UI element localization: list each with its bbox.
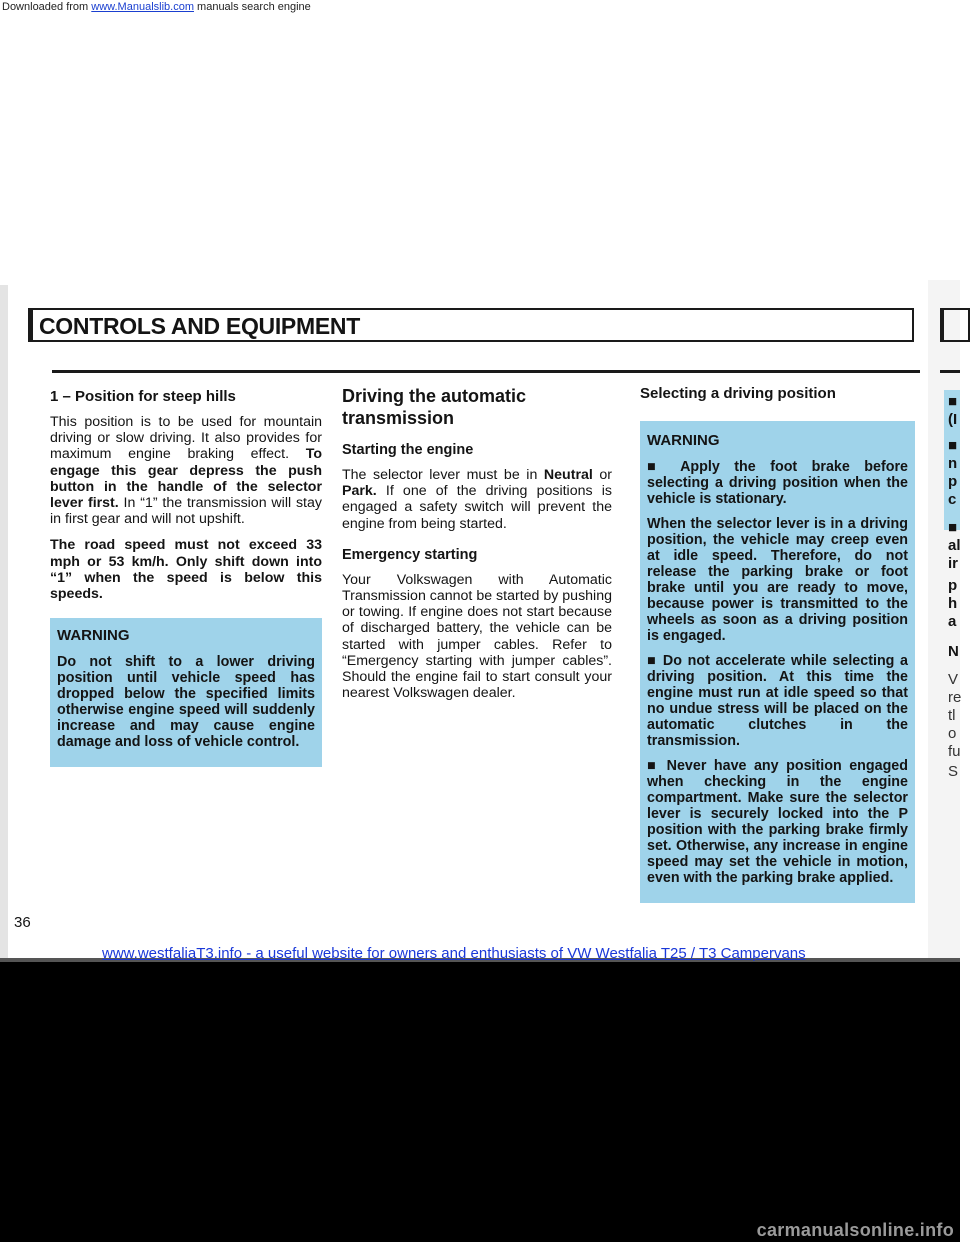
next-page-snippet: p bbox=[948, 577, 958, 594]
next-page-snippet: tl bbox=[948, 707, 956, 724]
next-page-snippet: re bbox=[948, 689, 962, 706]
warning-box-selecting bbox=[640, 421, 915, 903]
next-page-snippet: n bbox=[948, 455, 958, 472]
banner-suffix: manuals search engine bbox=[193, 1, 311, 13]
next-page-header-box bbox=[940, 308, 970, 342]
steep-hills-paragraph bbox=[50, 414, 322, 527]
warning-title: WARNING bbox=[647, 432, 720, 449]
bold-neutral: Neutral bbox=[543, 467, 593, 483]
next-page-rule bbox=[940, 370, 960, 373]
speed-limit-note: The road speed must not exceed 33 mph or 53 km/h. Only shift down into “1” when the speed is below this speeds. bbox=[50, 537, 322, 603]
next-page-snippet: a bbox=[948, 613, 957, 630]
scan-black-area bbox=[0, 962, 960, 1242]
next-page-snippet: ■ bbox=[948, 519, 958, 536]
section-header-box bbox=[28, 308, 914, 342]
watermark-text: carmanualsonline.info bbox=[756, 1220, 954, 1240]
text-run: If one of the driving positions is engaged a safety switch will prevent the engine from being started. bbox=[342, 483, 612, 532]
next-page-snippet: N bbox=[948, 643, 959, 660]
column-selecting-position bbox=[640, 385, 915, 903]
starting-engine-paragraph bbox=[342, 467, 612, 532]
next-page-snippet: ir bbox=[948, 555, 959, 572]
text-run: The selector lever must be in bbox=[342, 467, 544, 483]
warning-text: Do not shift to a lower driving position until vehicle speed has dropped below the specified limits otherwise engine speed will suddenly increase and may cause engine damage and loss of vehicle control. bbox=[57, 654, 315, 751]
bold-park: Park. bbox=[342, 483, 377, 500]
next-page-snippet: h bbox=[948, 595, 958, 612]
warning-item: ■ Apply the foot brake before selecting a driving position when the vehicle is stationary. bbox=[647, 459, 908, 507]
next-page-snippet: (I bbox=[948, 411, 958, 428]
text-run: This position is to be used for mountain driving or slow driving. It also provides for maximum engine braking effect. bbox=[50, 414, 322, 463]
download-banner bbox=[0, 0, 962, 14]
text-run: or bbox=[592, 467, 613, 483]
starting-engine-subheading: Starting the engine bbox=[342, 442, 474, 458]
next-page-snippet: fu bbox=[948, 743, 961, 760]
automatic-transmission-heading: Driving the automatic transmission bbox=[342, 386, 527, 428]
column-steep-hills bbox=[50, 388, 322, 767]
manualslib-link[interactable]: www.Manualslib.com bbox=[91, 1, 194, 13]
next-page-snippet: c bbox=[948, 491, 957, 508]
warning-item: ■ Do not accelerate while selecting a driving position. At this time the engine must run at idle speed so that no undue stress will be placed on the automatic clutches in the transmission. bbox=[647, 653, 908, 749]
header-rule bbox=[52, 370, 920, 373]
section-title: CONTROLS AND EQUIPMENT bbox=[39, 313, 360, 339]
banner-prefix: Downloaded from bbox=[2, 1, 92, 13]
selecting-position-heading: Selecting a driving position bbox=[640, 385, 836, 402]
text-run: In “1” the transmission will stay in first gear and will not upshift. bbox=[50, 495, 322, 528]
emergency-starting-paragraph: Your Volkswagen with Automatic Transmission cannot be started by pushing or towing. If engine does not start because of discharged battery, the vehicle can be started with jumper cables. Refer to “Emergency starting with jumper cables”. Should the engine fail to start consult your nearest Volkswagen dealer. bbox=[342, 571, 612, 702]
emergency-starting-subheading: Emergency starting bbox=[342, 546, 478, 563]
steep-hills-heading: 1 – Position for steep hills bbox=[50, 388, 236, 405]
westfalia-footer-link[interactable]: www.westfaliaT3.info - a useful website for owners and enthusiasts of VW Westfalia T25 / T3 Campervans bbox=[102, 945, 806, 962]
warning-box-downshift bbox=[50, 618, 322, 767]
warning-item: ■ Never have any position engaged when checking in the engine compartment. Make sure the selector lever is securely locked into the P position with the parking brake firmly set. Otherwise, any increase in engine speed may set the vehicle in motion, even with the parking brake applied. bbox=[647, 758, 908, 886]
warning-title: WARNING bbox=[57, 627, 130, 645]
scan-left-edge bbox=[0, 285, 8, 970]
next-page-snippet: o bbox=[948, 725, 957, 742]
next-page-snippet: ■ bbox=[948, 437, 958, 454]
next-page-snippet: V bbox=[948, 671, 959, 688]
bold-instruction: To engage this gear depress the push button in the handle of the selector lever first. bbox=[50, 446, 322, 512]
next-page-snippet: ■ bbox=[948, 393, 958, 410]
next-page-snippet: S bbox=[948, 763, 959, 780]
warning-item: When the selector lever is in a driving position, the vehicle may creep even at idle speed. Therefore, do not release the parking brake or foot brake until you are ready to move, because power is transmitted to the wheels as soon as a driving position is engaged. bbox=[647, 516, 908, 644]
column-automatic-transmission bbox=[342, 385, 612, 711]
next-page-snippet: p bbox=[948, 473, 958, 490]
next-page-snippet: al bbox=[948, 537, 961, 554]
page-number: 36 bbox=[14, 914, 31, 931]
